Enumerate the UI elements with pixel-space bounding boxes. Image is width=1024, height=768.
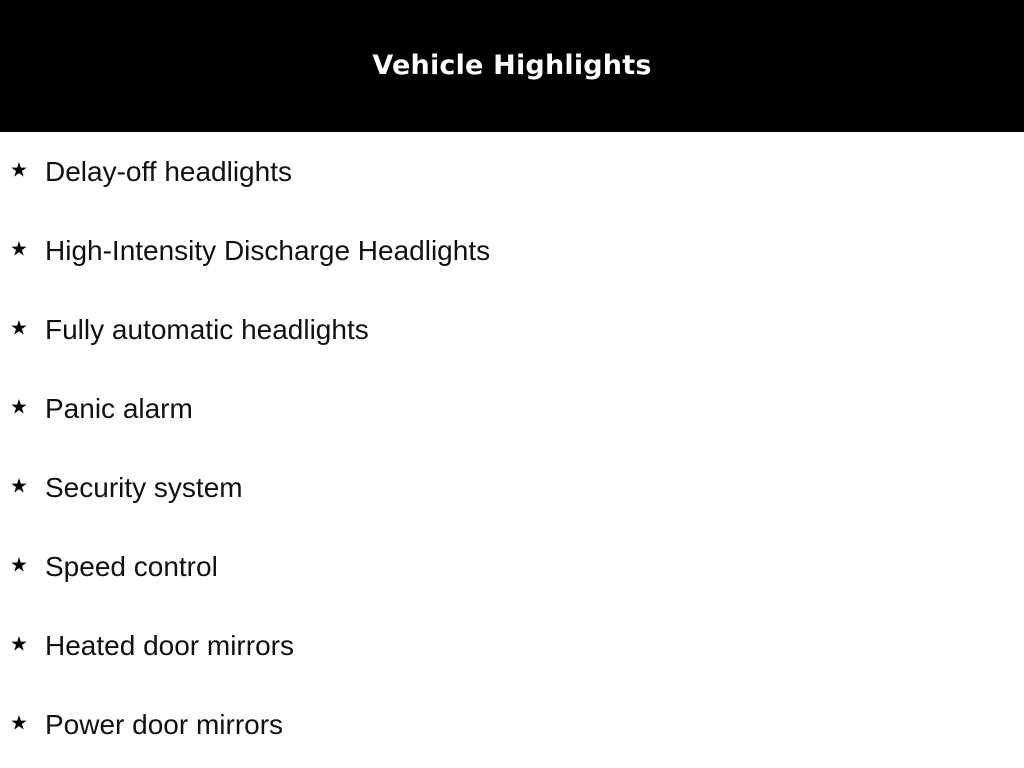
highlight-label: Delay-off headlights	[45, 155, 292, 187]
star-icon: ★	[10, 710, 28, 735]
header-bar	[0, 0, 1024, 132]
highlight-label: High-Intensity Discharge Headlights	[45, 234, 491, 266]
star-icon: ★	[10, 236, 28, 261]
highlight-label: Panic alarm	[45, 392, 193, 424]
star-icon: ★	[10, 631, 28, 656]
star-icon: ★	[10, 552, 28, 577]
highlight-label: Fully automatic headlights	[45, 313, 369, 345]
star-icon: ★	[10, 315, 28, 340]
star-icon: ★	[10, 473, 28, 498]
star-icon: ★	[10, 394, 28, 419]
highlight-label: Heated door mirrors	[45, 629, 294, 661]
highlight-label: Power door mirrors	[45, 708, 284, 740]
star-icon: ★	[10, 157, 28, 182]
highlight-label: Security system	[45, 471, 243, 503]
highlight-label: Speed control	[45, 550, 218, 582]
page-title: Vehicle Highlights	[372, 49, 652, 81]
